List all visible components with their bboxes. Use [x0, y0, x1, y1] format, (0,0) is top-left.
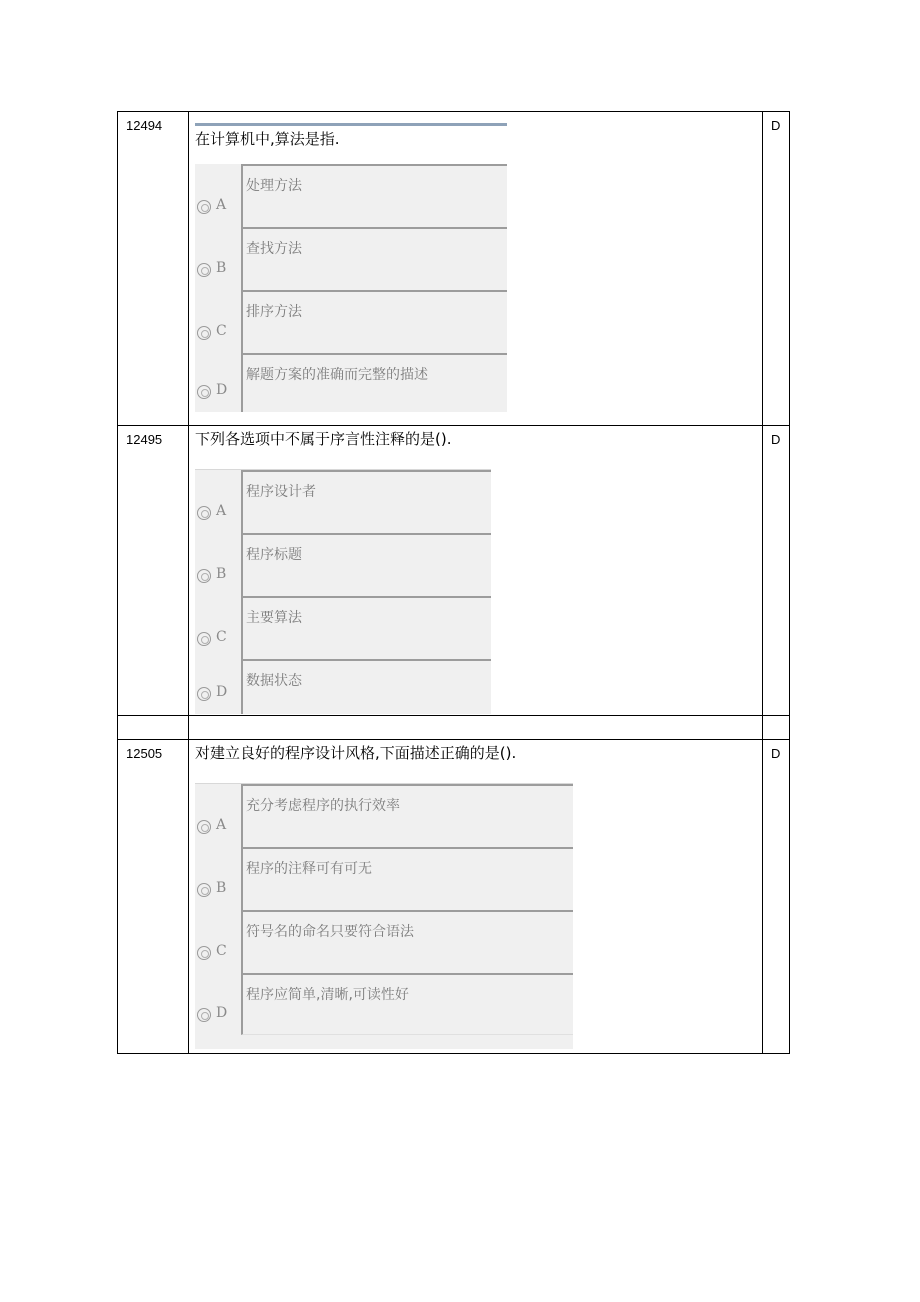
- question-cell: [189, 426, 763, 716]
- radio-icon[interactable]: [197, 632, 211, 646]
- question-cell: [189, 112, 763, 426]
- option-text: 程序应简单,清晰,可读性好: [241, 973, 573, 1035]
- option-text: 程序的注释可有可无: [241, 847, 573, 910]
- option-letter: B: [216, 566, 227, 582]
- option-letter: B: [216, 880, 227, 896]
- question-screenshot: [195, 426, 491, 714]
- option-letter: B: [216, 260, 227, 276]
- option-text: 排序方法: [241, 290, 507, 353]
- radio-icon[interactable]: [197, 883, 211, 897]
- option-letter: C: [216, 943, 227, 959]
- option-text: 充分考虑程序的执行效率: [241, 784, 573, 847]
- radio-icon[interactable]: [197, 687, 211, 701]
- options-panel: [195, 784, 573, 1049]
- option-letter: D: [216, 684, 228, 700]
- question-stem: 在计算机中,算法是指.: [195, 130, 340, 148]
- option-text: 数据状态: [241, 659, 491, 714]
- radio-icon[interactable]: [197, 946, 211, 960]
- radio-icon[interactable]: [197, 385, 211, 399]
- question-stem: 对建立良好的程序设计风格,下面描述正确的是().: [195, 740, 573, 784]
- option-letter: D: [216, 1005, 228, 1021]
- option-text: 解题方案的准确而完整的描述: [241, 353, 507, 412]
- options-panel: [195, 164, 507, 412]
- option-text: 处理方法: [241, 164, 507, 227]
- option-b[interactable]: [195, 533, 491, 596]
- option-text: 程序设计者: [241, 470, 491, 533]
- answer-cell: D: [763, 426, 790, 716]
- options-panel: [195, 470, 491, 714]
- table-row: [118, 426, 790, 716]
- option-letter: A: [216, 197, 227, 213]
- question-id: 12494: [118, 112, 189, 426]
- option-a[interactable]: [195, 164, 507, 227]
- option-letter: C: [216, 629, 227, 645]
- table-row: [118, 112, 790, 426]
- option-c[interactable]: [195, 910, 573, 973]
- option-d[interactable]: [195, 659, 491, 714]
- question-id: 12495: [118, 426, 189, 716]
- radio-icon[interactable]: [197, 263, 211, 277]
- answer-cell: D: [763, 740, 790, 1054]
- option-text: 查找方法: [241, 227, 507, 290]
- option-text: 符号名的命名只要符合语法: [241, 910, 573, 973]
- radio-icon[interactable]: [197, 820, 211, 834]
- option-letter: C: [216, 323, 227, 339]
- option-a[interactable]: [195, 470, 491, 533]
- question-cell: [189, 740, 763, 1054]
- option-text: 主要算法: [241, 596, 491, 659]
- radio-icon[interactable]: [197, 506, 211, 520]
- question-screenshot: [195, 740, 573, 1049]
- option-d[interactable]: [195, 973, 573, 1049]
- question-screenshot: [195, 123, 507, 412]
- question-stem: 下列各选项中不属于序言性注释的是().: [195, 426, 491, 470]
- question-table: [117, 111, 790, 1054]
- option-letter: A: [216, 503, 227, 519]
- radio-icon[interactable]: [197, 569, 211, 583]
- table-row: [118, 740, 790, 1054]
- option-c[interactable]: [195, 596, 491, 659]
- radio-icon[interactable]: [197, 1008, 211, 1022]
- option-b[interactable]: [195, 847, 573, 910]
- option-c[interactable]: [195, 290, 507, 353]
- table-row-empty: [118, 716, 790, 740]
- radio-icon[interactable]: [197, 326, 211, 340]
- option-b[interactable]: [195, 227, 507, 290]
- option-letter: D: [216, 382, 228, 398]
- option-text: 程序标题: [241, 533, 491, 596]
- option-a[interactable]: [195, 784, 573, 847]
- answer-cell: D: [763, 112, 790, 426]
- option-d[interactable]: [195, 353, 507, 412]
- question-id: 12505: [118, 740, 189, 1054]
- option-letter: A: [216, 817, 227, 833]
- radio-icon[interactable]: [197, 200, 211, 214]
